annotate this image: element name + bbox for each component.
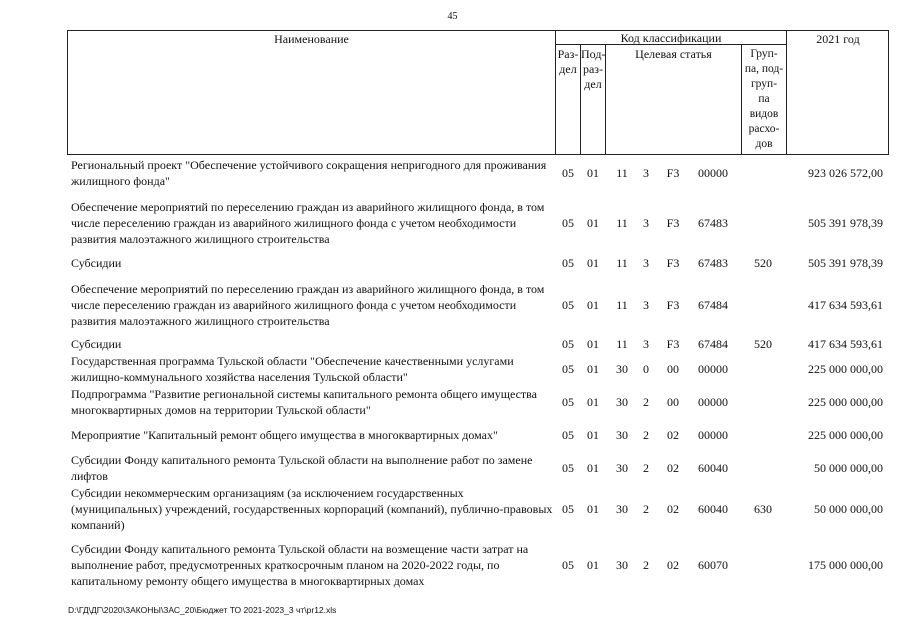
target-direction-cell: 67484	[698, 337, 728, 351]
target-event-cell: F3	[666, 298, 680, 312]
target-program-cell: 11	[616, 298, 628, 312]
row-name: Региональный проект "Обеспечение устойчивого сокращения непригодного для проживания жилищного фонда"	[71, 158, 547, 188]
page-number: 45	[447, 11, 458, 22]
amount-cell: 225 000 000,00	[808, 362, 883, 376]
target-event-cell: F3	[666, 337, 680, 351]
target-subprogram-cell: 0	[643, 362, 649, 376]
target-event-cell: 02	[667, 461, 679, 475]
target-subprogram-cell: 3	[643, 298, 649, 312]
target-direction-cell: 67484	[698, 298, 728, 312]
header-podrazdel: Под- раз- дел	[581, 47, 606, 91]
podrazdel-cell: 01	[587, 298, 599, 312]
razdel-cell: 05	[562, 298, 574, 312]
row-name: Подпрограмма "Развитие региональной системы капитального ремонта общего имущества многоквартирных домов на территории Тульской области"	[71, 387, 538, 417]
podrazdel-cell: 01	[587, 362, 599, 376]
podrazdel-cell: 01	[587, 166, 599, 180]
podrazdel-cell: 01	[587, 461, 599, 475]
file-path-footer: D:\ГД\ДГ\2020\ЗАКОНЫ\ЗАС_20\Бюджет ТО 2021-2023_3 чт\pr12.xls	[68, 605, 337, 615]
target-subprogram-cell: 3	[643, 216, 649, 230]
row-name: Обеспечение мероприятий по переселению граждан из аварийного жилищного фонда, в том числе переселению граждан из аварийного жилищного фонда с учетом необходимости развития малоэтажного жилищного строительства	[71, 282, 545, 328]
razdel-cell: 05	[562, 502, 574, 516]
header-razdel: Раз- дел	[557, 47, 579, 76]
target-event-cell: F3	[666, 216, 680, 230]
expense-type-cell: 520	[754, 337, 772, 351]
header-name: Наименование	[274, 32, 349, 46]
podrazdel-cell: 01	[587, 256, 599, 270]
row-name: Обеспечение мероприятий по переселению граждан из аварийного жилищного фонда, в том числе переселению граждан из аварийного жилищного фонда с учетом необходимости развития малоэтажного жилищного строительства	[71, 200, 545, 246]
podrazdel-cell: 01	[587, 395, 599, 409]
target-program-cell: 30	[616, 461, 628, 475]
target-program-cell: 11	[616, 166, 628, 180]
podrazdel-cell: 01	[587, 428, 599, 442]
row-name: Субсидии	[71, 256, 122, 270]
target-subprogram-cell: 2	[643, 395, 649, 409]
razdel-cell: 05	[562, 428, 574, 442]
target-program-cell: 11	[616, 337, 628, 351]
amount-cell: 50 000 000,00	[814, 461, 883, 475]
amount-cell: 923 026 572,00	[808, 166, 883, 180]
target-event-cell: 02	[667, 558, 679, 572]
amount-cell: 505 391 978,39	[808, 216, 883, 230]
razdel-cell: 05	[562, 558, 574, 572]
podrazdel-cell: 01	[587, 337, 599, 351]
target-direction-cell: 67483	[698, 256, 728, 270]
row-name: Субсидии	[71, 337, 122, 351]
razdel-cell: 05	[562, 362, 574, 376]
header-group: Груп- па, под- груп- па видов расхо- дов	[744, 48, 784, 150]
target-program-cell: 30	[616, 362, 628, 376]
row-name: Субсидии Фонду капитального ремонта Тульской области на выполнение работ по замене лифтов	[71, 453, 533, 483]
target-direction-cell: 60070	[698, 558, 728, 572]
header-code-group: Код классификации	[620, 31, 722, 45]
razdel-cell: 05	[562, 395, 574, 409]
target-program-cell: 30	[616, 558, 628, 572]
target-subprogram-cell: 2	[643, 428, 649, 442]
table-header	[67, 30, 889, 155]
razdel-cell: 05	[562, 461, 574, 475]
amount-cell: 175 000 000,00	[808, 558, 883, 572]
target-direction-cell: 00000	[698, 166, 728, 180]
target-program-cell: 30	[616, 395, 628, 409]
target-event-cell: F3	[666, 166, 680, 180]
expense-type-cell: 520	[754, 256, 772, 270]
target-subprogram-cell: 2	[643, 558, 649, 572]
razdel-cell: 05	[562, 337, 574, 351]
expense-type-cell: 630	[754, 502, 772, 516]
amount-cell: 225 000 000,00	[808, 428, 883, 442]
target-direction-cell: 00000	[698, 428, 728, 442]
podrazdel-cell: 01	[587, 216, 599, 230]
target-event-cell: 02	[667, 502, 679, 516]
amount-cell: 225 000 000,00	[808, 395, 883, 409]
target-event-cell: F3	[666, 256, 680, 270]
amount-cell: 50 000 000,00	[814, 502, 883, 516]
target-subprogram-cell: 2	[643, 461, 649, 475]
target-direction-cell: 00000	[698, 395, 728, 409]
amount-cell: 417 634 593,61	[808, 298, 883, 312]
target-subprogram-cell: 3	[643, 256, 649, 270]
target-program-cell: 11	[616, 216, 628, 230]
row-name: Мероприятие "Капитальный ремонт общего имущества в многоквартирных домах"	[71, 428, 498, 442]
podrazdel-cell: 01	[587, 558, 599, 572]
amount-cell: 505 391 978,39	[808, 256, 883, 270]
row-name: Субсидии Фонду капитального ремонта Тульской области на возмещение части затрат на выполнение работ, предусмотренных краткосрочным планом на 2020-2022 годы, по капитальному ремонту общего имущества в многоквартирных домах	[71, 542, 529, 588]
razdel-cell: 05	[562, 166, 574, 180]
razdel-cell: 05	[562, 216, 574, 230]
header-target: Целевая статья	[635, 47, 712, 61]
target-direction-cell: 60040	[698, 461, 728, 475]
target-direction-cell: 60040	[698, 502, 728, 516]
target-program-cell: 30	[616, 502, 628, 516]
header-year: 2021 год	[816, 32, 860, 46]
razdel-cell: 05	[562, 256, 574, 270]
target-subprogram-cell: 3	[643, 337, 649, 351]
target-event-cell: 02	[667, 428, 679, 442]
podrazdel-cell: 01	[587, 502, 599, 516]
row-name: Субсидии некоммерческим организациям (за исключением государственных (муниципальных) учреждений, государственных корпораций (компаний), публично-правовых компаний)	[71, 486, 553, 532]
target-subprogram-cell: 2	[643, 502, 649, 516]
target-direction-cell: 67483	[698, 216, 728, 230]
target-event-cell: 00	[667, 395, 679, 409]
target-program-cell: 30	[616, 428, 628, 442]
amount-cell: 417 634 593,61	[808, 337, 883, 351]
target-program-cell: 11	[616, 256, 628, 270]
target-direction-cell: 00000	[698, 362, 728, 376]
target-subprogram-cell: 3	[643, 166, 649, 180]
row-name: Государственная программа Тульской области "Обеспечение качественными услугами жилищно-коммунального хозяйства населения Тульской области"	[71, 354, 514, 384]
target-event-cell: 00	[667, 362, 679, 376]
